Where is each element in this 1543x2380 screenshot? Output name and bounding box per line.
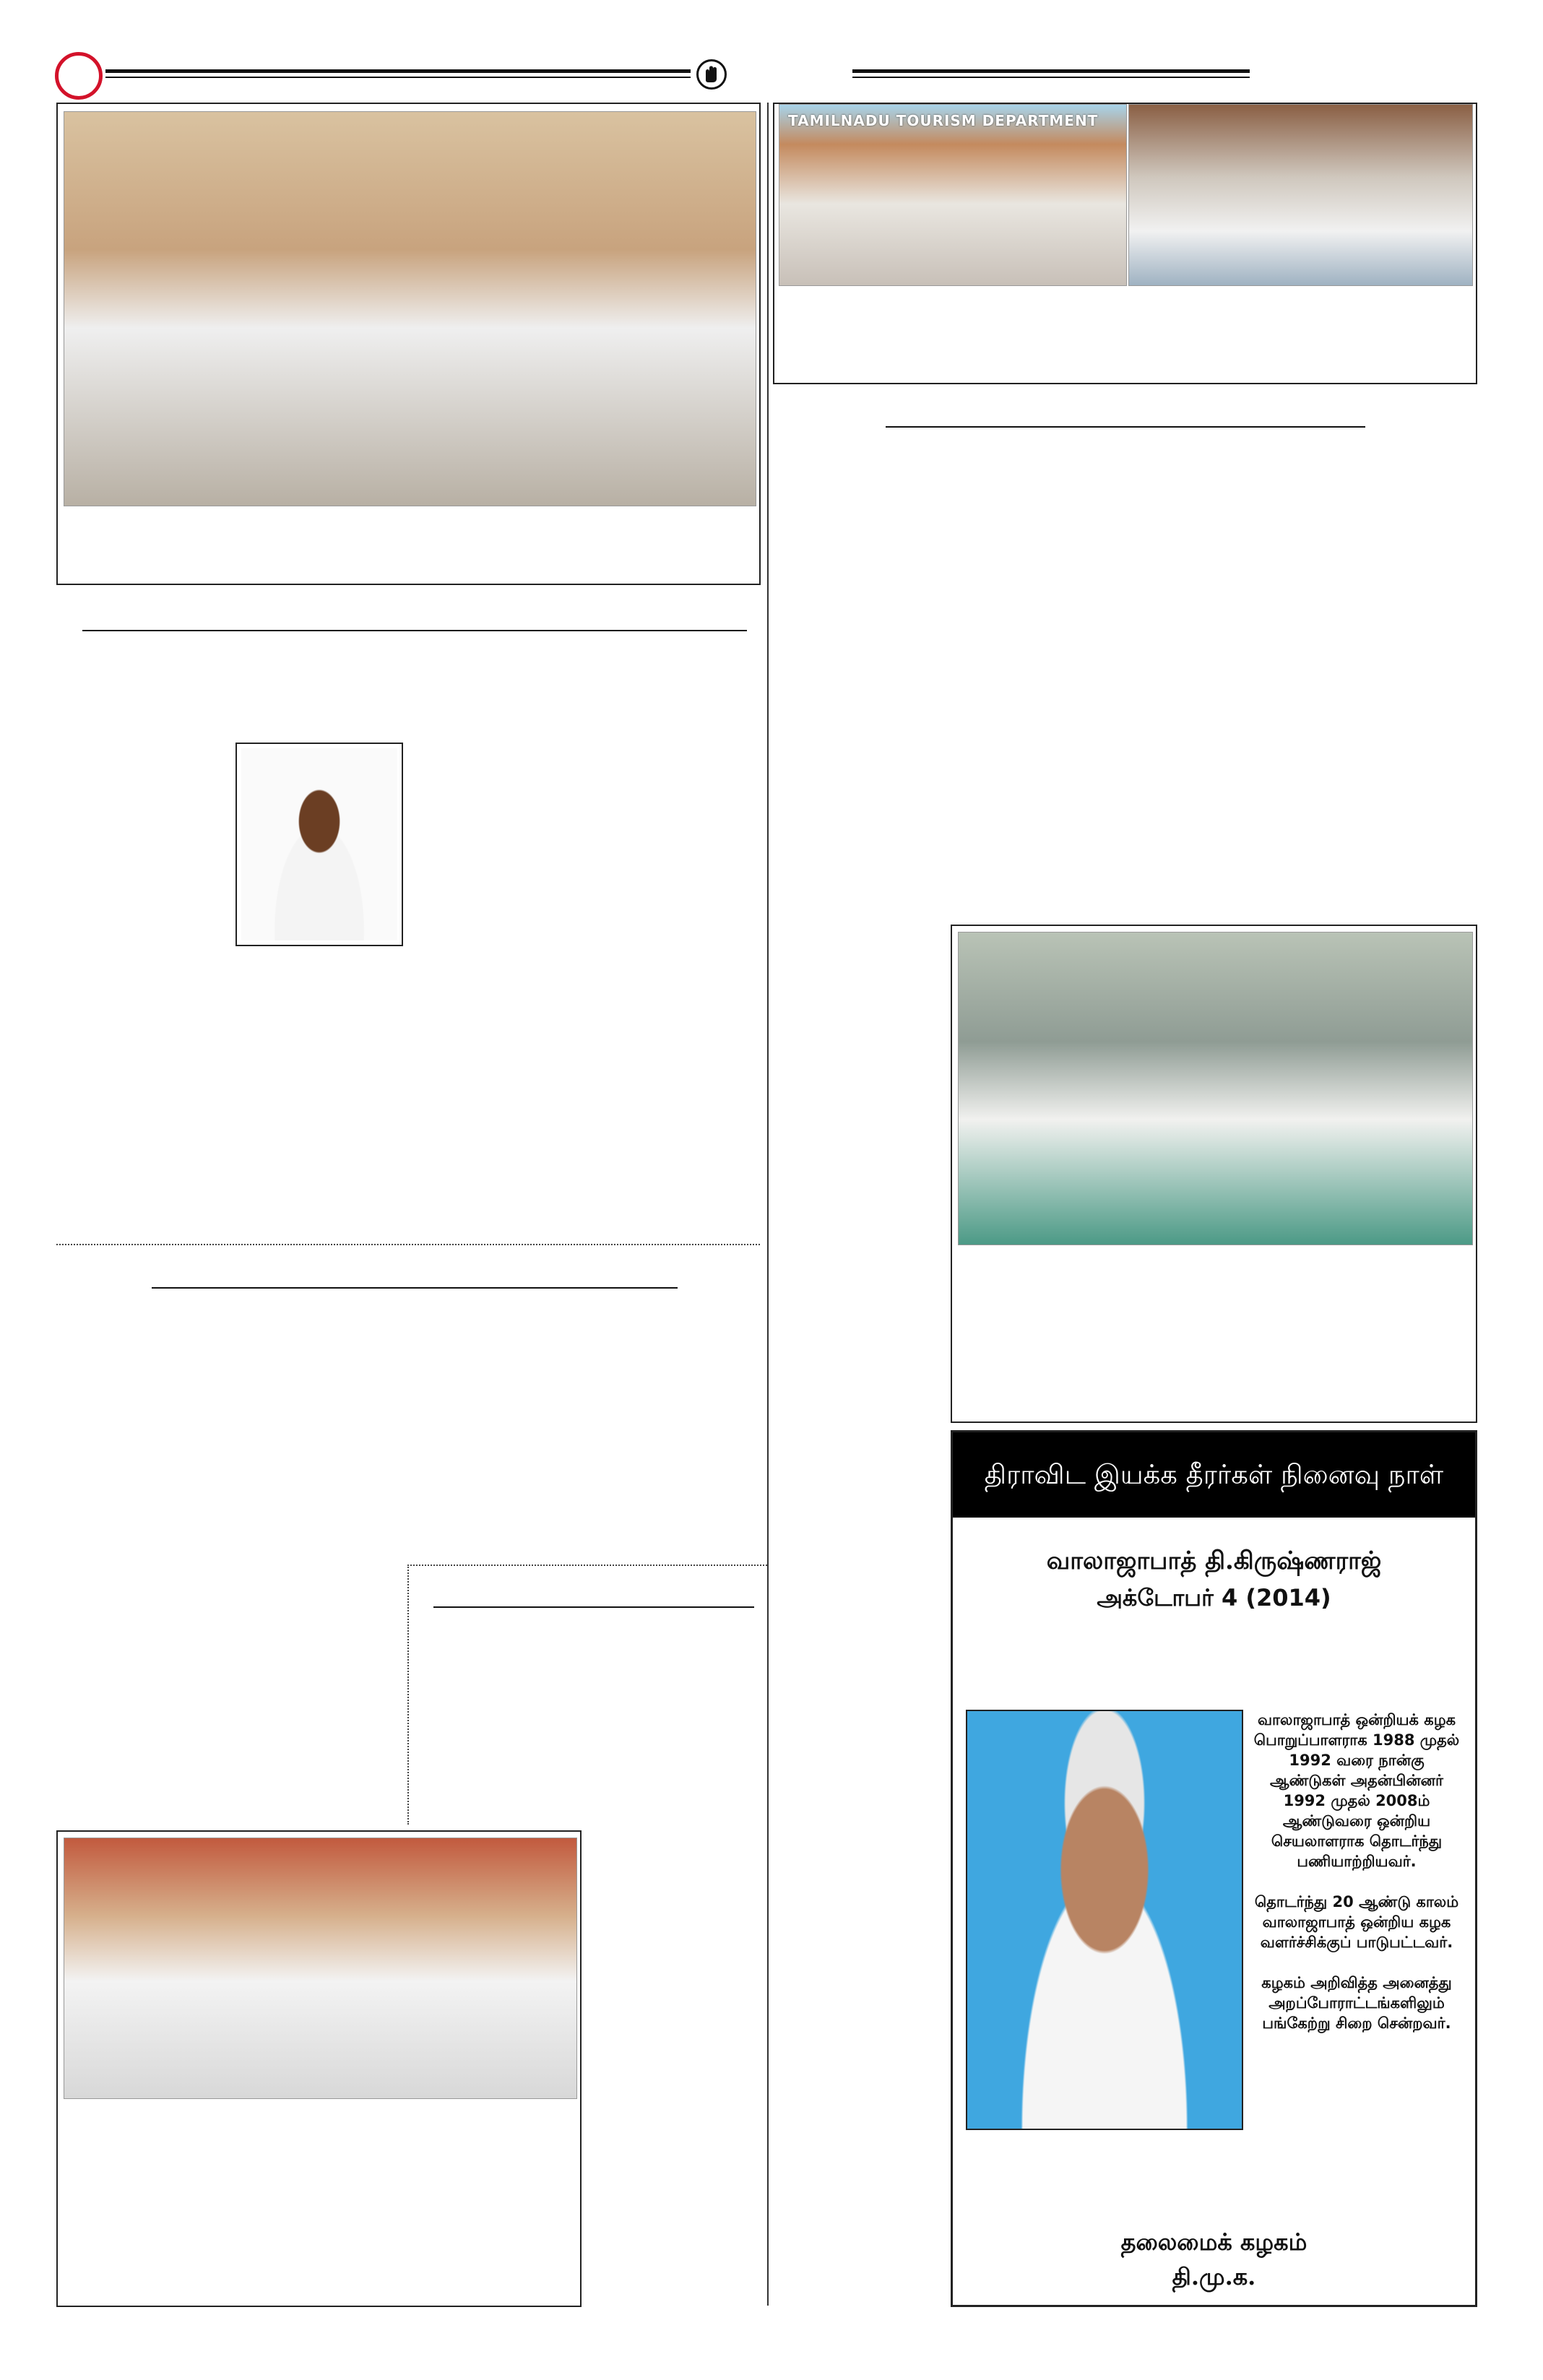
header-rule-left [105, 69, 691, 73]
meeting-sign-text: TAMILNADU TOURISM DEPARTMENT [788, 112, 1099, 129]
headline-rule-2 [152, 1287, 678, 1289]
article-photo-box-gramasabha [56, 103, 761, 585]
memorial-bio-para-3: கழகம் அறிவித்த அனைத்து அறப்போராட்டங்களிலும் பங்கேற்று சிறை சென்றவர். [1261, 1974, 1452, 2032]
headline-rule-3 [433, 1606, 754, 1608]
meeting-photo-right [1128, 104, 1473, 286]
memorial-bio-para-2: தொடர்ந்து 20 ஆண்டு காலம் வாலாஜாபாத் ஒன்றிய கழக வளர்ச்சிக்குப் பாடுபட்டவர். [1254, 1893, 1459, 1951]
gram-sabha-photo [64, 111, 756, 506]
memorial-date: அக்டோபர் 4 (2014) [1097, 1584, 1331, 1611]
headline-rule-4 [886, 426, 1365, 428]
header-rule-left-thin [105, 77, 691, 78]
column-divider [767, 103, 769, 2306]
memorial-footer-2: தி.மு.க. [1172, 2263, 1256, 2290]
subarticle-dotted-box [407, 1565, 767, 1825]
section-divider-dotted [56, 1244, 760, 1245]
hand-emblem-icon [696, 59, 727, 90]
article-photo-box-seated [951, 925, 1477, 1423]
header-rule-right [852, 69, 1250, 73]
seated-meeting-photo [958, 932, 1473, 1245]
header-logo-icon [55, 52, 103, 100]
article-photo-box-meeting [773, 103, 1477, 384]
memorial-bio-para-1: வாலாஜாபாத் ஒன்றியக் கழக பொறுப்பாளராக 1988 முதல் 1992 வரை நான்கு ஆண்டுகள் அதன்பின்னர் 1992 முதல் 2008ம் ஆண்டுவரை ஒன்றிய செயலாளராக தொடர்ந்து பணியாற்றியவர். [1253, 1711, 1460, 1870]
memorial-footer-1: தலைமைக் கழகம் [1120, 2228, 1308, 2256]
header-rule-right-thin [852, 77, 1250, 78]
headline-rule-1 [82, 630, 747, 631]
memorial-name: வாலாஜாபாத் தி.கிருஷ்ணராஜ் [1046, 1546, 1382, 1575]
memorial-bio [1249, 1710, 1464, 2054]
memorial-notice [951, 1430, 1477, 2307]
memorial-heading: திராவிட இயக்க தீரர்கள் நினைவு நாள் [953, 1432, 1475, 1518]
portrait-photo [241, 748, 397, 940]
group-photo [64, 1838, 577, 2099]
meeting-photo-left [779, 104, 1127, 286]
memorial-photo [966, 1710, 1243, 2130]
portrait-box [235, 743, 403, 946]
article-photo-box-group [56, 1830, 582, 2307]
